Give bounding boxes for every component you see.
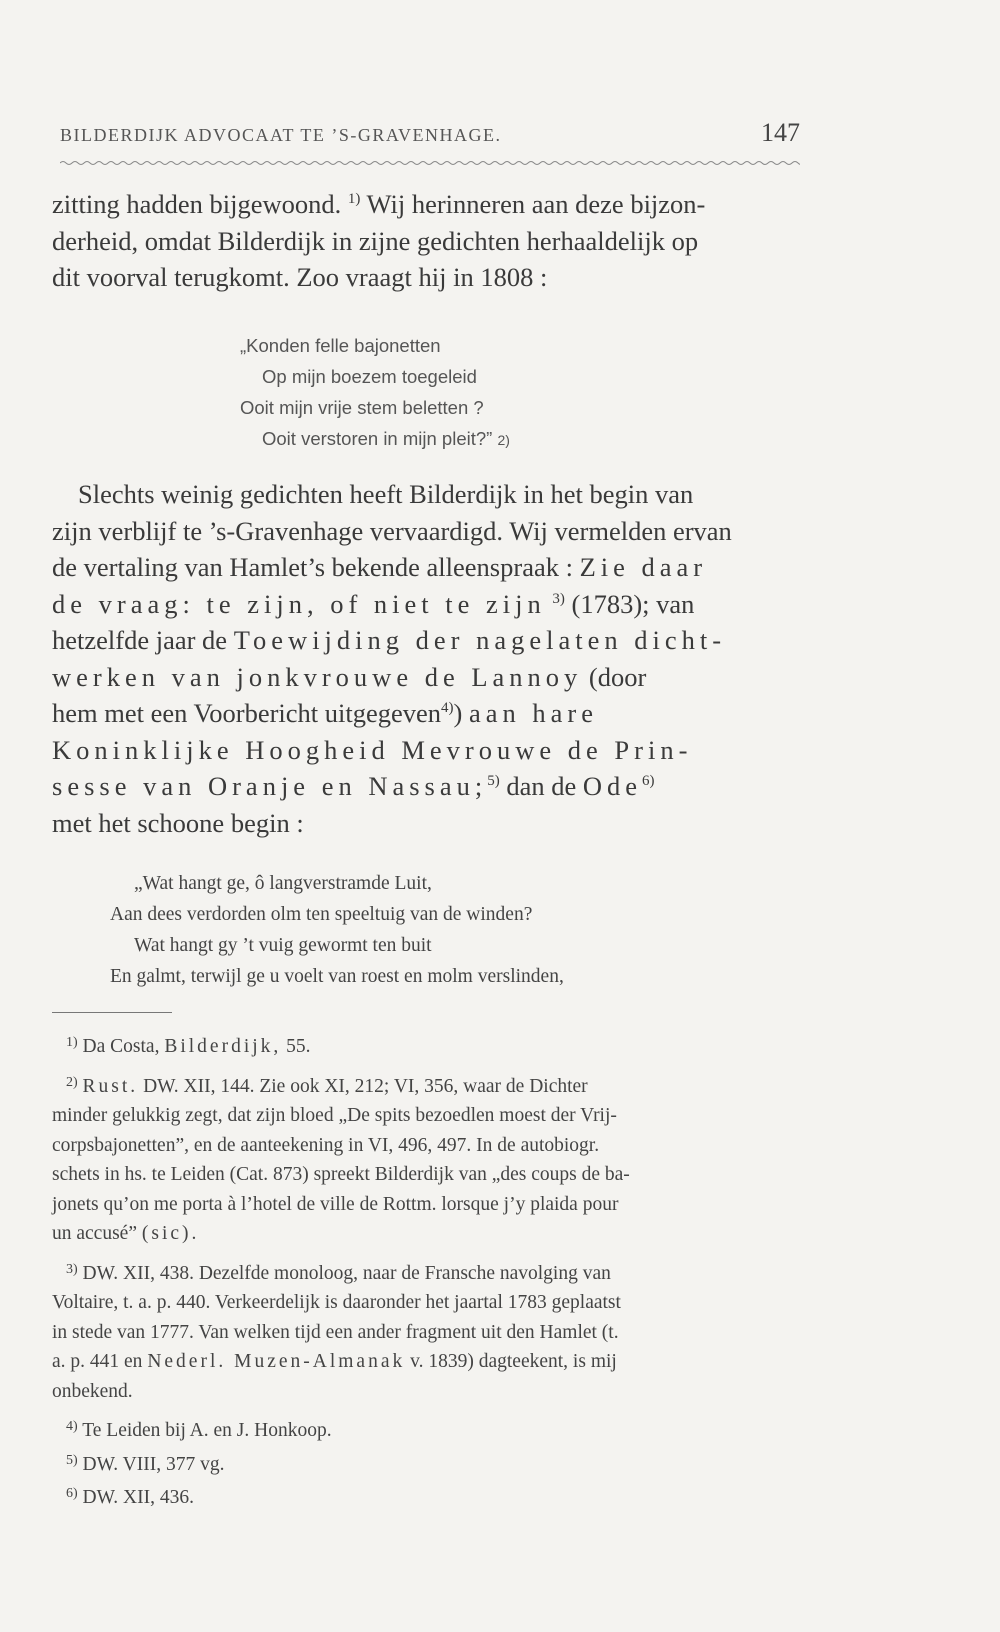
paragraph-2: Slechts weinig gedichten heeft Bilderdijk in het begin van zijn verblijf te ’s-Gravenhage vervaardigd. Wij vermelden ervan de vertaling van Hamlet’s bekende alleenspraak : Zie daar de vraag: te zijn, of niet te zijn $^{3)}$ (1783); van hetzelfde jaar de Toewijding der nagelaten dicht- werken van jonkvrouwe de Lannoy (door hem met een Voorbericht uitgegeven$^{4)}$) aan hare Koninklijke Hoogheid Mevrouwe de Prin- sesse van Oranje en Nassau;$^{5)}$ dan de Ode$^{6)}$ met het schoone begin : bbox=[52, 479, 732, 838]
title-de-vraag: de vraag: te zijn, of niet te zijn bbox=[52, 588, 546, 619]
page-number: 147 bbox=[761, 118, 800, 147]
running-title: BILDERDIJK ADVOCAAT TE ’S-GRAVENHAGE. bbox=[60, 125, 502, 145]
footnote-5: $^{5)}$ DW. VIII, 377 vg. bbox=[66, 1452, 225, 1475]
verse-2: „Wat hangt ge, ô langverstramde Luit, Aan dees verdorden olm ten speeltuig van de winden? Wat hangt gy ’t vuig gewormt ten buit En galmt, terwijl ge u voelt van roest en molm verslinden, bbox=[110, 873, 564, 987]
footnote-2: $^{2)}$ Rust. DW. XII, 144. Zie ook XI, 212; VI, 356, waar de Dichter minder gelukkig zegt, dat zijn bloed „De spits bezoedlen moest der Vrij- corpsbajonetten”, en de aanteekening in VI, 496, 497. In de autobiogr. schets in hs. te Leiden (Cat. 873) spreekt Bilderdijk van „des coups de ba- jonets qu’on me porta à l’hotel de ville de Rottm. lorsque j’y plaida pour un accusé” (sic). bbox=[52, 1074, 630, 1244]
footnote-ref-1: 1) bbox=[347, 191, 361, 207]
footnote-6: $^{6)}$ DW. XII, 436. bbox=[66, 1486, 194, 1508]
title-zie-daar: Zie daar bbox=[579, 552, 708, 582]
footnote-ref-2: 2) bbox=[497, 432, 510, 448]
footnote-4: $^{4)}$ Te Leiden bij A. en J. Honkoop. bbox=[66, 1419, 332, 1441]
wavy-rule bbox=[60, 158, 800, 168]
footnote-3: $^{3)}$ DW. XII, 438. Dezelfde monoloog, naar de Fransche navolging van Voltaire, t. a. p. 440. Verkeerdelijk is daaronder het jaartal 1783 geplaatst in stede van 1777. Van welken tijd een ander fragment uit den Hamlet (t. a. p. 441 en Nederl. Muzen-Almanak v. 1839) dagteekent, is mij onbekend. bbox=[52, 1261, 621, 1402]
verse-1: „Konden felle bajonetten Op mijn boezem toegeleid Ooit mijn vrije stem beletten ? Ooit verstoren in mijn pleit?” 2) bbox=[240, 335, 510, 449]
footnotes bbox=[52, 1028, 800, 1513]
title-toewijding: Toewijding der nagelaten dicht- bbox=[233, 625, 727, 655]
running-header bbox=[60, 118, 800, 148]
footnote-1: $^{1)}$ Da Costa, Bilderdijk, 55. bbox=[66, 1035, 311, 1057]
paragraph-1: zitting hadden bijgewoond. $^{1)}$ Wij herinneren aan deze bijzon- derheid, omdat Bilderdijk in zijne gedichten herhaaldelijk op dit voorval terugkomt. Zoo vraagt hij in 1808 : bbox=[52, 189, 706, 292]
footnote-rule bbox=[52, 1012, 172, 1013]
